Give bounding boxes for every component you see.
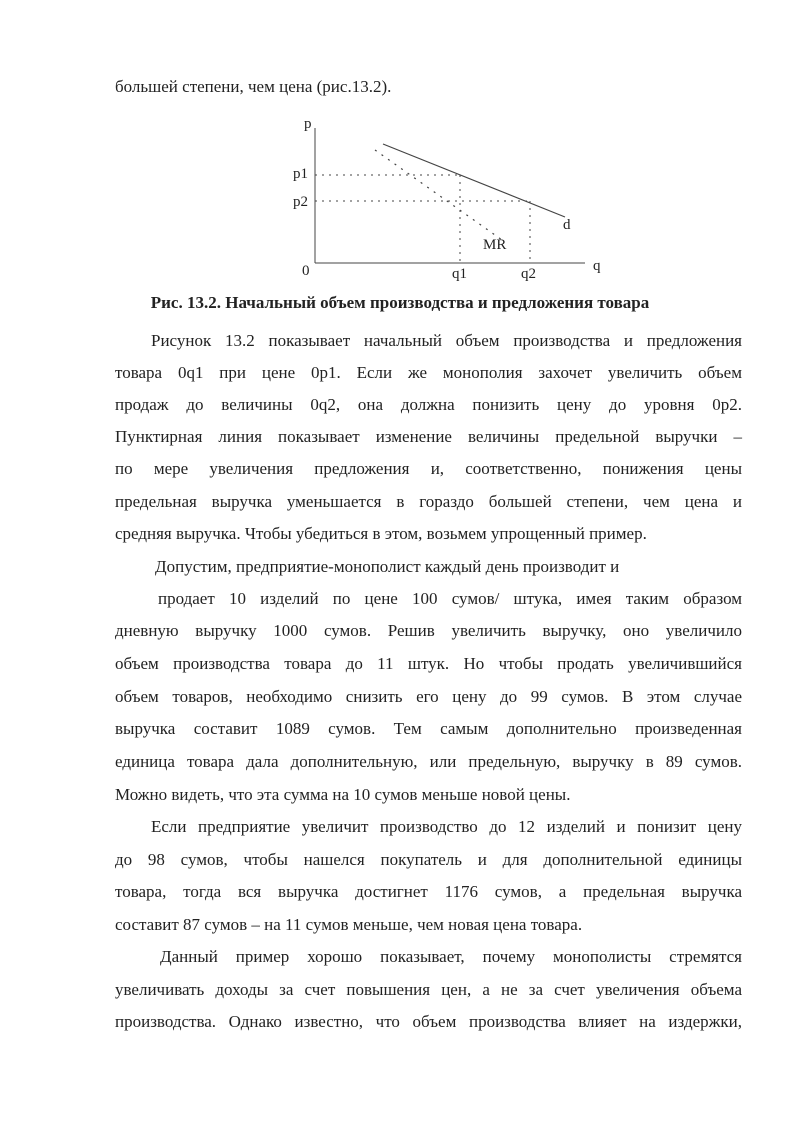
paragraph-line: продаж до величины 0q2, она должна понизить цену до уровня 0p2. bbox=[115, 395, 742, 414]
paragraph-line: дневную выручку 1000 сумов. Решив увеличить выручку, оно увеличило bbox=[115, 621, 742, 640]
p-axis-label: p bbox=[304, 116, 312, 132]
paragraph-line: Можно видеть, что эта сумма на 10 сумов меньше новой цены. bbox=[115, 785, 571, 804]
paragraph-line: по мере увеличения предложения и, соответственно, понижения цены bbox=[115, 459, 742, 478]
mr-line bbox=[375, 150, 502, 240]
paragraph-line: Если предприятие увеличит производство до 12 изделий и понизит цену bbox=[151, 817, 742, 836]
paragraph-line: Рисунок 13.2 показывает начальный объем производства и предложения bbox=[151, 331, 742, 350]
q1-label: q1 bbox=[452, 266, 467, 282]
paragraph-line: объем товаров, необходимо снизить его цену до 99 сумов. В этом случае bbox=[115, 687, 742, 706]
paragraph-line: продает 10 изделий по цене 100 сумов/ штука, имея таким образом bbox=[158, 589, 742, 608]
paragraph-line: товара 0q1 при цене 0p1. Если же монополия захочет увеличить объем bbox=[115, 363, 742, 382]
figure-13-2 bbox=[280, 108, 620, 288]
paragraph-line: составит 87 сумов – на 11 сумов меньше, чем новая цена товара. bbox=[115, 915, 583, 934]
mr-label: MR bbox=[483, 237, 507, 253]
paragraph-line: выручка составит 1089 сумов. Тем самым дополнительно произведенная bbox=[115, 719, 742, 738]
paragraph-line: средняя выручка. Чтобы убедиться в этом, возьмем упрощенный пример. bbox=[115, 524, 647, 543]
paragraph-line: товара, тогда вся выручка достигнет 1176 сумов, а предельная выручка bbox=[115, 882, 742, 901]
paragraph-line: до 98 сумов, чтобы нашелся покупатель и для дополнительной единицы bbox=[115, 850, 742, 869]
paragraph-line: Пунктирная линия показывает изменение величины предельной выручки – bbox=[115, 427, 742, 446]
q2-label: q2 bbox=[521, 266, 536, 282]
paragraph-line: единица товара дала дополнительную, или предельную, выручку в 89 сумов. bbox=[115, 752, 742, 771]
paragraph-line: предельная выручка уменьшается в гораздо большей степени, чем цена и bbox=[115, 492, 742, 511]
q-axis-label: q bbox=[593, 258, 601, 274]
p2-label: p2 bbox=[293, 194, 308, 210]
intro-line: большей степени, чем цена (рис.13.2). bbox=[115, 77, 392, 96]
paragraph-line: производства. Однако известно, что объем производства влияет на издержки, bbox=[115, 1012, 742, 1031]
demand-mr-diagram bbox=[280, 108, 620, 288]
figure-caption: Рис. 13.2. Начальный объем производства и предложения товара bbox=[150, 293, 650, 312]
paragraph-line: объем производства товара до 11 штук. Но чтобы продать увеличившийся bbox=[115, 654, 742, 673]
paragraph-line: увеличивать доходы за счет повышения цен, а не за счет увеличения объема bbox=[115, 980, 742, 999]
paragraph-line: Допустим, предприятие-монополист каждый день производит и bbox=[155, 557, 620, 576]
d-label: d bbox=[563, 217, 571, 233]
paragraph-line: Данный пример хорошо показывает, почему монополисты стремятся bbox=[160, 947, 742, 966]
demand-line bbox=[383, 144, 565, 217]
p1-label: p1 bbox=[293, 166, 308, 182]
origin-label: 0 bbox=[302, 263, 310, 279]
